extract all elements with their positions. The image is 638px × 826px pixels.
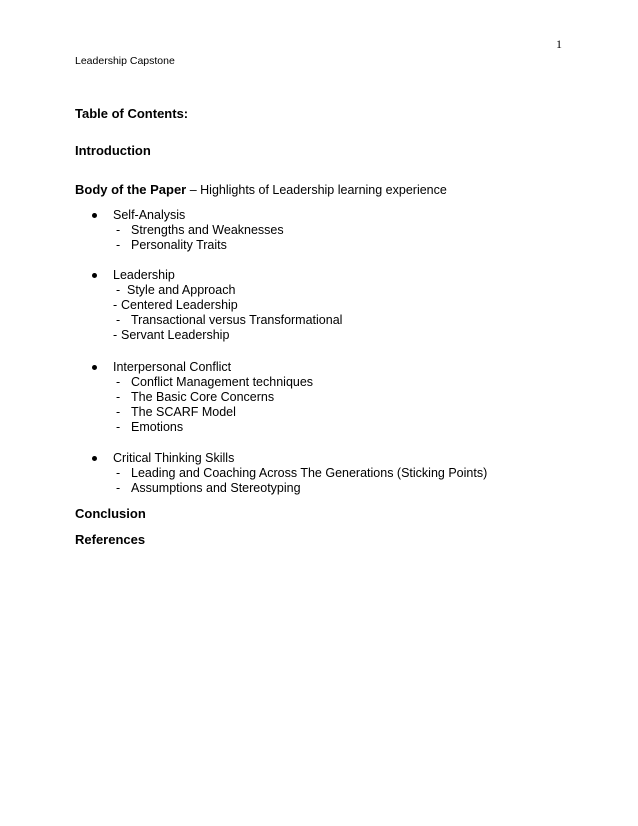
toc-title: Table of Contents: — [75, 106, 189, 121]
toc-subitem — [92, 375, 572, 390]
dash-marker: - — [113, 328, 118, 342]
toc-subitem-text: The Basic Core Concerns — [131, 390, 275, 404]
bullet-dot-icon — [92, 213, 97, 218]
toc-subitem — [92, 238, 572, 253]
toc-introduction: Introduction — [75, 143, 151, 158]
dash-marker: - — [116, 405, 121, 419]
toc-section-label: Critical Thinking Skills — [113, 451, 235, 465]
toc-subitem-text: Servant Leadership — [121, 328, 230, 342]
toc-subitem — [92, 298, 572, 313]
page-number: 1 — [556, 37, 562, 51]
toc-section-label: Self-Analysis — [113, 208, 186, 222]
bullet-dot-icon — [92, 365, 97, 370]
dash-marker: - — [116, 238, 121, 252]
toc-subitem-text: Strengths and Weaknesses — [131, 223, 284, 237]
toc-subitem-text: Leading and Coaching Across The Generations (Sticking Points) — [131, 466, 488, 480]
bullet-dot-icon — [92, 456, 97, 461]
dash-marker: - — [116, 313, 121, 327]
toc-subitem-text: The SCARF Model — [131, 405, 236, 419]
dash-marker: - — [116, 481, 121, 495]
toc-subitem — [92, 223, 572, 238]
toc-bullet-row — [92, 451, 572, 466]
bullet-dot-icon — [92, 273, 97, 278]
toc-subitem-text: Assumptions and Stereotyping — [131, 481, 301, 495]
toc-section-label: Leadership — [113, 268, 175, 282]
toc-section-leadership — [92, 268, 572, 343]
dash-marker: - — [116, 420, 121, 434]
toc-subitem — [92, 390, 572, 405]
toc-section-critical-thinking — [92, 451, 572, 496]
dash-marker: - — [116, 223, 121, 237]
toc-subitem-text: Style and Approach — [127, 283, 236, 297]
toc-subitem — [92, 481, 572, 496]
toc-section-label: Interpersonal Conflict — [113, 360, 232, 374]
toc-body-heading — [75, 182, 447, 198]
toc-subitem — [92, 405, 572, 420]
dash-marker: - — [116, 390, 121, 404]
toc-subitem — [92, 466, 572, 481]
toc-subitem-text: Conflict Management techniques — [131, 375, 314, 389]
toc-bullet-row — [92, 268, 572, 283]
toc-section-self-analysis — [92, 208, 572, 253]
toc-subitem-text: Transactional versus Transformational — [131, 313, 343, 327]
toc-subitem — [92, 420, 572, 435]
toc-section-interpersonal-conflict — [92, 360, 572, 435]
toc-subitem — [92, 313, 572, 328]
toc-references: References — [75, 532, 146, 547]
running-head: Leadership Capstone — [75, 55, 175, 67]
toc-bullet-row — [92, 360, 572, 375]
body-heading-label: Body of the Paper — [75, 182, 187, 197]
toc-subitem-text: Centered Leadership — [121, 298, 238, 312]
toc-conclusion: Conclusion — [75, 506, 146, 521]
dash-marker: - — [116, 375, 121, 389]
body-heading-description: – Highlights of Leadership learning experience — [186, 183, 447, 197]
toc-subitem-text: Personality Traits — [131, 238, 227, 252]
toc-bullet-row — [92, 208, 572, 223]
dash-marker: - — [116, 283, 121, 297]
dash-marker: - — [116, 466, 121, 480]
toc-subitem — [92, 328, 572, 343]
dash-marker: - — [113, 298, 118, 312]
toc-subitem-text: Emotions — [131, 420, 184, 434]
toc-subitem — [92, 283, 572, 298]
